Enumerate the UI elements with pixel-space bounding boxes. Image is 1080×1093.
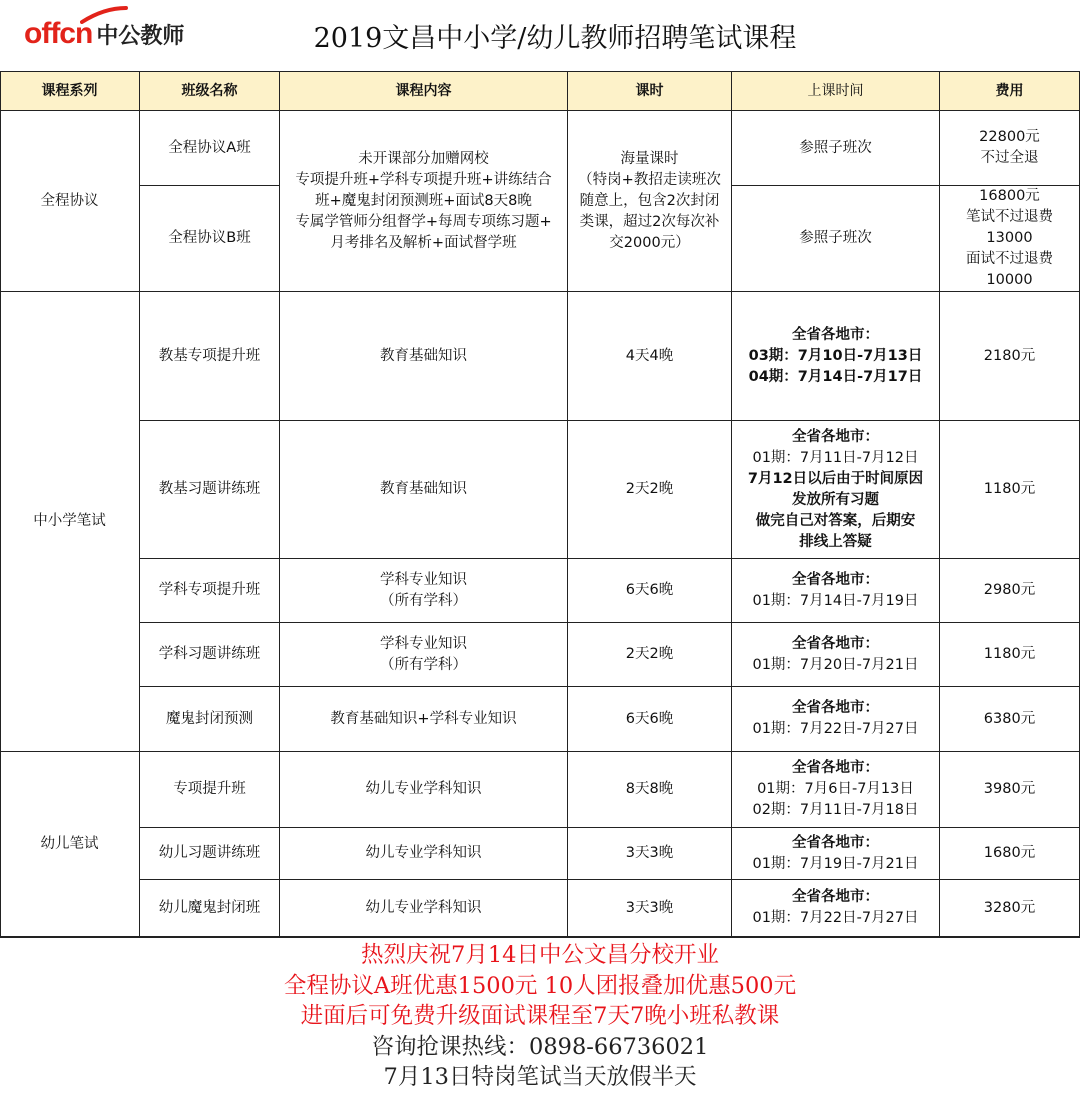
schedule-cell bbox=[732, 186, 940, 292]
schedule-cell-line: 全省各地市： bbox=[791, 760, 879, 776]
fee-cell-line: 22800元 bbox=[979, 129, 1040, 145]
schedule-cell bbox=[732, 421, 940, 559]
full-course-hours-cell-line: 交2000元） bbox=[609, 234, 690, 251]
fee-cell bbox=[940, 880, 1080, 937]
series-group-cell bbox=[0, 111, 140, 292]
header-hours-line: 课时 bbox=[635, 82, 664, 99]
fee-cell-line: 3980元 bbox=[983, 781, 1036, 797]
header-fee bbox=[940, 72, 1080, 111]
class-name-cell bbox=[140, 186, 280, 292]
fee-cell bbox=[940, 292, 1080, 421]
full-course-content-cell-line: 专属学管师分组督学+每周专项练习题+ bbox=[295, 213, 552, 230]
class-name-cell-line: 全程协议B班 bbox=[168, 230, 251, 246]
fee-cell bbox=[940, 687, 1080, 752]
class-name-cell bbox=[140, 623, 280, 687]
hours-cell bbox=[568, 559, 732, 623]
header-class-name bbox=[140, 72, 280, 111]
content-cell bbox=[280, 687, 568, 752]
full-course-content-cell-line: 班+魔鬼封闭预测班+面试8天8晚 bbox=[315, 192, 532, 209]
class-name-cell-line: 学科专项提升班 bbox=[158, 582, 261, 598]
class-name-cell bbox=[140, 111, 280, 186]
fee-cell bbox=[940, 111, 1080, 186]
schedule-cell-line: 01期：7月22日-7月27日 bbox=[752, 910, 919, 926]
class-name-cell bbox=[140, 687, 280, 752]
schedule-cell-line: 01期：7月6日-7月13日 bbox=[757, 781, 914, 797]
promo-upgrade-line: 进面后可免费升级面试课程至7天7晚小班私教课 bbox=[300, 1003, 780, 1029]
schedule-cell-line: 全省各地市： bbox=[791, 571, 879, 588]
full-course-content-cell-line: 月考排名及解析+面试督学班 bbox=[330, 234, 517, 251]
content-cell-line: 学科专业知识 bbox=[380, 635, 467, 652]
header-hours bbox=[568, 72, 732, 111]
hours-cell-line: 2天2晚 bbox=[625, 481, 674, 497]
class-name-cell-line: 教基专项提升班 bbox=[158, 347, 261, 364]
footer-notes bbox=[0, 937, 1080, 1093]
schedule-cell bbox=[732, 880, 940, 937]
hours-cell-line: 3天3晚 bbox=[625, 899, 674, 916]
fee-cell bbox=[940, 623, 1080, 687]
header-schedule bbox=[732, 72, 940, 111]
hours-cell-line: 2天2晚 bbox=[625, 646, 674, 662]
fee-cell-line: 笔试不过退费 bbox=[966, 209, 1053, 225]
class-name-cell bbox=[140, 559, 280, 623]
full-course-hours-cell-line: （特岗+教招走读班次 bbox=[578, 171, 721, 188]
header-content-line: 课程内容 bbox=[395, 82, 452, 99]
schedule-cell bbox=[732, 111, 940, 186]
page-title: 2019文昌中小学/幼儿教师招聘笔试课程 bbox=[313, 23, 797, 54]
schedule-cell-line: 全省各地市： bbox=[791, 834, 879, 851]
series-group-cell-line: 全程协议 bbox=[40, 192, 99, 209]
fee-cell bbox=[940, 186, 1080, 292]
schedule-cell bbox=[732, 559, 940, 623]
fee-cell bbox=[940, 828, 1080, 880]
schedule-cell bbox=[732, 828, 940, 880]
fee-cell-line: 1180元 bbox=[983, 646, 1036, 662]
class-name-cell-line: 全程协议A班 bbox=[168, 139, 251, 156]
schedule-cell-line: 全省各地市： bbox=[792, 428, 879, 445]
promo-discount-line: 全程协议A班优惠1500元 10人团报叠加优惠500元 bbox=[283, 972, 797, 999]
schedule-cell-line: 全省各地市： bbox=[791, 326, 879, 343]
full-course-content-cell-line: 专项提升班+学科专项提升班+讲练结合 bbox=[295, 171, 552, 188]
full-course-hours-cell-line: 类课，超过2次每次补 bbox=[579, 213, 720, 230]
series-group-cell-line: 中小学笔试 bbox=[33, 513, 106, 529]
class-name-cell bbox=[140, 880, 280, 937]
content-cell bbox=[280, 421, 568, 559]
content-cell-line: （所有学科） bbox=[380, 592, 467, 609]
content-cell-line: 幼儿专业学科知识 bbox=[365, 899, 482, 916]
content-cell-line: 幼儿专业学科知识 bbox=[365, 781, 482, 797]
schedule-cell-line: 7月12日以后由于时间原因 bbox=[747, 470, 924, 487]
content-cell bbox=[280, 880, 568, 937]
fee-cell-line: 面试不过退费 bbox=[966, 251, 1053, 267]
fee-cell-line: 2980元 bbox=[983, 582, 1036, 598]
hours-cell-line: 8天8晚 bbox=[625, 781, 674, 797]
header-schedule-line: 上课时间 bbox=[807, 82, 864, 99]
logo-swoosh-icon bbox=[80, 6, 128, 24]
schedule-cell-line: 01期：7月20日-7月21日 bbox=[752, 656, 919, 673]
schedule-cell-line: 做完自己对答案，后期安 bbox=[755, 512, 916, 529]
schedule-cell bbox=[732, 687, 940, 752]
schedule-cell-line: 03期：7月10日-7月13日 bbox=[748, 347, 923, 364]
content-cell-line: 幼儿专业学科知识 bbox=[365, 845, 482, 861]
fee-cell-line: 2180元 bbox=[983, 347, 1036, 364]
full-course-hours-cell-line: 海量课时 bbox=[620, 150, 679, 167]
hours-cell-line: 6天6晚 bbox=[625, 710, 674, 727]
schedule-cell-line: 01期：7月22日-7月27日 bbox=[752, 721, 919, 737]
header-class-name-line: 班级名称 bbox=[181, 82, 238, 99]
content-cell-line: 教育基础知识+学科专业知识 bbox=[330, 710, 517, 727]
hours-cell-line: 3天3晚 bbox=[625, 845, 674, 861]
class-name-cell-line: 学科习题讲练班 bbox=[158, 646, 261, 662]
class-name-cell-line: 专项提升班 bbox=[173, 781, 246, 797]
offcn-logo-mark: offcn bbox=[24, 17, 93, 50]
schedule-cell-line: 发放所有习题 bbox=[792, 491, 879, 508]
promo-opening-line: 热烈庆祝7月14日中公文昌分校开业 bbox=[361, 942, 719, 968]
full-course-hours-cell-line: 随意上，包含2次封闭 bbox=[579, 192, 720, 209]
hours-cell-line: 4天4晚 bbox=[625, 347, 674, 364]
content-cell-line: 教育基础知识 bbox=[380, 347, 467, 364]
hours-cell bbox=[568, 880, 732, 937]
fee-cell bbox=[940, 752, 1080, 828]
class-name-cell-line: 教基习题讲练班 bbox=[158, 481, 261, 497]
fee-cell-line: 16800元 bbox=[979, 188, 1040, 204]
hours-cell bbox=[568, 687, 732, 752]
schedule-cell bbox=[732, 292, 940, 421]
class-name-cell bbox=[140, 828, 280, 880]
header-series bbox=[0, 72, 140, 111]
fee-cell bbox=[940, 421, 1080, 559]
content-cell-line: （所有学科） bbox=[380, 656, 467, 673]
schedule-cell-line: 参照子班次 bbox=[799, 139, 872, 156]
schedule-cell-line: 01期：7月11日-7月12日 bbox=[752, 449, 919, 466]
brand-name: 中公教师 bbox=[96, 23, 185, 49]
class-name-cell-line: 幼儿习题讲练班 bbox=[158, 845, 261, 861]
class-name-cell bbox=[140, 752, 280, 828]
schedule-cell-line: 02期：7月11日-7月18日 bbox=[752, 802, 919, 818]
class-name-cell bbox=[140, 421, 280, 559]
series-group-cell-line: 幼儿笔试 bbox=[40, 835, 99, 852]
hours-cell bbox=[568, 421, 732, 559]
title-bar bbox=[0, 0, 1080, 72]
hours-cell bbox=[568, 623, 732, 687]
fee-cell-line: 6380元 bbox=[983, 710, 1036, 727]
holiday-notice: 7月13日特岗笔试当天放假半天 bbox=[383, 1064, 697, 1090]
schedule-cell-line: 01期：7月19日-7月21日 bbox=[752, 855, 919, 872]
fee-cell-line: 3280元 bbox=[983, 899, 1036, 916]
schedule-cell-line: 全省各地市： bbox=[791, 700, 879, 716]
table-left-border bbox=[0, 72, 1, 937]
content-cell-line: 教育基础知识 bbox=[380, 481, 467, 497]
content-cell bbox=[280, 752, 568, 828]
hotline-text: 咨询抢课热线：0898-66736021 bbox=[371, 1033, 709, 1060]
content-cell bbox=[280, 623, 568, 687]
fee-cell-line: 1680元 bbox=[983, 845, 1036, 861]
full-course-hours-cell bbox=[568, 111, 732, 292]
fee-cell-line: 13000 bbox=[986, 230, 1033, 246]
hours-cell bbox=[568, 752, 732, 828]
fee-cell-line: 10000 bbox=[986, 272, 1033, 288]
header-fee-line: 费用 bbox=[995, 82, 1024, 99]
schedule-cell-line: 01期：7月14日-7月19日 bbox=[752, 592, 919, 609]
class-name-cell bbox=[140, 292, 280, 421]
schedule-cell-line: 全省各地市： bbox=[791, 635, 879, 652]
hours-cell bbox=[568, 292, 732, 421]
header-series-line: 课程系列 bbox=[41, 82, 98, 99]
content-cell-line: 学科专业知识 bbox=[380, 571, 467, 588]
schedule-cell-line: 参照子班次 bbox=[799, 230, 872, 246]
schedule-cell-line: 04期：7月14日-7月17日 bbox=[748, 368, 923, 385]
class-name-cell-line: 幼儿魔鬼封闭班 bbox=[158, 899, 261, 916]
schedule-cell bbox=[732, 623, 940, 687]
fee-cell bbox=[940, 559, 1080, 623]
full-course-content-cell-line: 未开课部分加赠网校 bbox=[358, 150, 489, 167]
fee-cell-line: 不过全退 bbox=[980, 150, 1039, 166]
fee-cell-line: 1180元 bbox=[983, 481, 1036, 497]
series-group-cell bbox=[0, 752, 140, 937]
content-cell bbox=[280, 828, 568, 880]
class-name-cell-line: 魔鬼封闭预测 bbox=[166, 710, 253, 727]
brand-logo bbox=[24, 14, 184, 54]
series-group-cell bbox=[0, 292, 140, 752]
header-content bbox=[280, 72, 568, 111]
schedule-cell bbox=[732, 752, 940, 828]
content-cell bbox=[280, 292, 568, 421]
content-cell bbox=[280, 559, 568, 623]
schedule-cell-line: 全省各地市： bbox=[791, 889, 879, 905]
full-course-content-cell bbox=[280, 111, 568, 292]
schedule-cell-line: 排线上答疑 bbox=[799, 533, 872, 550]
hours-cell bbox=[568, 828, 732, 880]
hours-cell-line: 6天6晚 bbox=[625, 582, 674, 598]
